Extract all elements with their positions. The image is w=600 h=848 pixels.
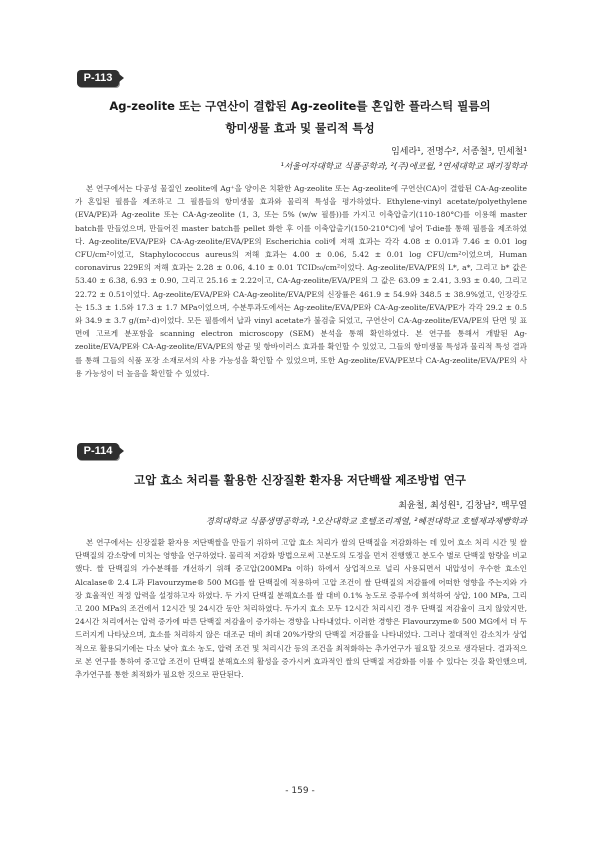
article-affiliations: ¹서울여자대학교 식품공학과, ²(주)에코윌, ³연세대학교 패키징학과 [280, 162, 527, 172]
page-number: - 159 - [285, 786, 315, 796]
article-title-line: 항미생물 효과 및 물리적 특성 [225, 121, 375, 135]
article-id-badge: P-113 [77, 70, 119, 87]
article-affiliations: 경희대학교 식품생명공학과, ¹오산대학교 호텔조리계열, ²혜전대학교 호텔제과제빵학과 [205, 517, 527, 527]
article-title-line: 고압 효소 처리를 활용한 신장질환 환자용 저단백쌀 제조방법 연구 [134, 473, 466, 487]
article-authors: 최윤철, 최성원¹, 김창남², 백무열 [398, 501, 527, 511]
article-title-line: Ag-zeolite 또는 구연산이 결합된 Ag-zeolite를 혼입한 플라스틱 필름의 [109, 99, 491, 113]
article-abstract: 본 연구에서는 신장질환 환자용 저단백쌀을 만들기 위하여 고압 효소 처리가 쌀의 단백질을 저감화하는 데 있어 효소 처리 시간 및 쌀 단백질의 감소량에 미치는 영향을 연구하였다. 물리적 저감화 방법으로써 고분도의 도정을 먼저 진행했고 분도수 별로 단백질 함량을 비교했다. 쌀 단백질의 가수분해를 개선하기 위해 중고압(200MPa 이하) 하에서 상업적으로 널리 사용되면서 내압성이 우수한 효소인 Alcalase® 2.4 L과 Flavourzyme® 500 MG를 쌀 단백질에 적용하여 고압 조건이 쌀 단백질의 저감률에 어떠한 영향을 주는지와 가장 효율적인 적정 압력을 설정하고자 하였다. 두 가지 단백질 분해효소를 쌀 대비 0.1% 농도로 증류수에 희석하여 상압, 100 MPa, 그리고 200 MPa의 조건에서 12시간 및 24시간 동안 처리하였다. 두가지 효소 모두 12시간 처리시킨 경우 단백질 저감율이 크지 않았지만, 24시간 처리에서는 압력 증가에 따른 단백질 저감율이 증가하는 경향을 나타내었다. 이러한 경향은 Flavourzyme® 500 MG에서 더 두드러지게 나타났으며, 효소를 처리하지 않은 대조군 대비 최대 20%가량의 단백질 저감률을 나타내었다. 그러나 절대적인 감소치가 상업적으로 활용되기에는 다소 낮아 효소 농도, 압력 조건 및 처리시간 등의 조건을 최적화하는 추가연구가 필요할 것으로 생각된다. 결과적으로 본 연구를 통하여 중고압 조건이 단백질 분해효소의 활성을 증가시켜 효과적인 쌀의 단백질 저감화를 이룰 수 있다는 것을 확인했으며, 추가연구를 통한 최적화가 필요한 것으로 판단된다. [75, 538, 527, 680]
article-authors: 임세라¹, 전명수², 서종철³, 민세철¹ [391, 147, 527, 157]
article-id-badge: P-114 [77, 443, 119, 460]
article-abstract: 본 연구에서는 다공성 물질인 zeolite에 Ag⁺을 양이온 치환한 Ag-zeolite 또는 Ag-zeolite에 구연산(CA)이 결합된 CA-Ag-zeolite가 혼입된 필름을 제조하고 그 필름들의 항미생물 효과와 물리적 특성을 평가하였다. Ethylene-vinyl acetate/polyethylene (EVA/PE)과 Ag-zeolite 또는 CA-Ag-zeolite (1, 3, 또는 5% (w/w 필름))를 가지고 이축압출기(110-180°C)를 이용해 master batch를 만들었으며, 만들어진 master batch를 pellet 화한 후 이를 이축압출기(150-210°C)에 넣어 T-die를 통해 필름을 제조하였다. Ag-zeolite/EVA/PE와 CA-Ag-zeolite/EVA/PE의 Escherichia coli에 저해 효과는 각각 4.08 ± 0.01과 7.46 ± 0.01 log CFU/cm²이었고, Staphylococcus aureus의 저해 효과는 4.00 ± 0.06, 5.42 ± 0.01 log CFU/cm²이었으며, Human coronavirus 229E의 저해 효과는 2.28 ± 0.06, 4.10 ± 0.01 TCID₅₀/cm²이었다. Ag-zeolite/EVA/PE의 L*, a*, 그리고 b* 값은 53.40 ± 6.38, 6.93 ± 0.90, 그리고 25.16 ± 2.22이고, CA-Ag-zeolite/EVA/PE의 그 값은 63.09 ± 2.41, 3.93 ± 0.40, 그리고 22.72 ± 0.51이었다. Ag-zeolite/EVA/PE와 CA-Ag-zeolite/EVA/PE의 신장률은 461.9 ± 54.9와 348.5 ± 38.9%였고, 인장강도는 15.3 ± 1.5와 17.3 ± 1.7 MPa이었으며, 수분투과도에서는 Ag-zeolite/EVA/PE와 CA-Ag-zeolite/EVA/PE가 각각 29.2 ± 0.5와 34.9 ± 3.7 g/(m²·d)이었다. 모든 필름에서 납과 vinyl acetate가 불검출 되었고, 구연산이 CA-Ag-zeolite/EVA/PE의 단면 및 표면에 고르게 분포함을 scanning electron microscopy (SEM) 분석을 통해 확인하였다. 본 연구를 통해서 개발된 Ag-zeolite/EVA/PE와 CA-Ag-zeolite/EVA/PE의 항균 및 항바이러스 효과를 확인할 수 있었고, 그들의 항미생물 특성과 물리적 특성 결과를 통해 그들의 식품 포장 소재로서의 사용 가능성을 확인할 수 있었으며, 또한 Ag-zeolite/EVA/PE보다 CA-Ag-zeolite/EVA/PE의 사용 가능성이 더 높음을 확인할 수 있었다. [75, 184, 527, 378]
